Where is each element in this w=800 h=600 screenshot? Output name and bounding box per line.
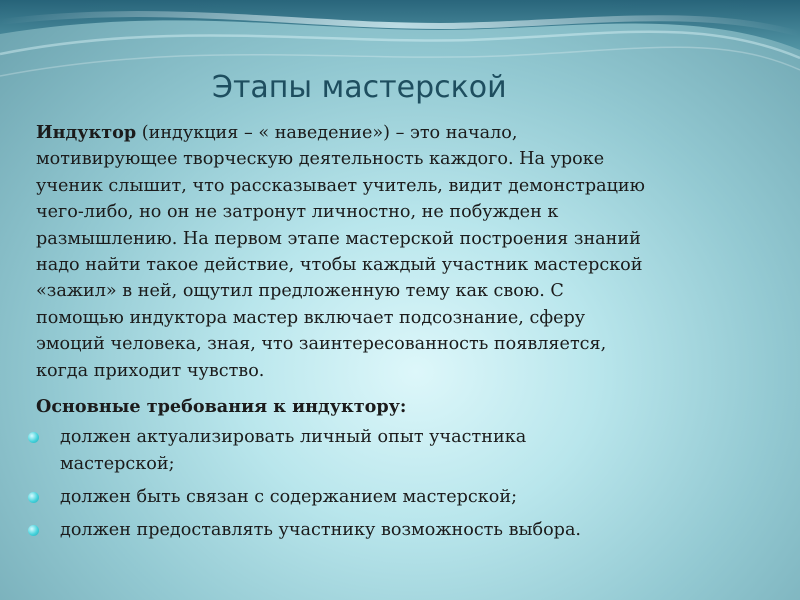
slide-title: Этапы мастерской [212,70,507,105]
requirements-heading: Основные требования к индуктору: [36,396,407,417]
bullet-icon [28,525,39,536]
list-item-text: должен предоставлять участнику возможность выбора. [60,520,582,540]
inductor-paragraph [36,120,776,384]
list-item [0,424,760,478]
bullet-icon [28,432,39,443]
paragraph-lead-term: Индуктор [36,122,137,143]
list-item [0,517,760,544]
requirements-list [0,424,760,550]
list-item-text: должен быть связан с содержанием мастерской; [60,487,518,507]
paragraph-text: (индукция – « наведение») – это начало, мотивирующее творческую деятельность каждого. На уроке ученик слышит, что рассказывает учитель, видит демонстрацию чего-либо, но он не затронут личностно, не побужден к размышлению. На первом этапе мастерской построения знаний надо найти такое действие, чтобы каждый участник мастерской «зажил» в ней, ощутил предложенную тему как свою. С помощью индуктора мастер включает подсознание, сферу эмоций человека, зная, что заинтересованность появляется, когда приходит чувство. [36,123,645,381]
bullet-icon [28,492,39,503]
list-item [0,484,760,511]
list-item-text: должен актуализировать личный опыт участника мастерской; [60,427,527,474]
